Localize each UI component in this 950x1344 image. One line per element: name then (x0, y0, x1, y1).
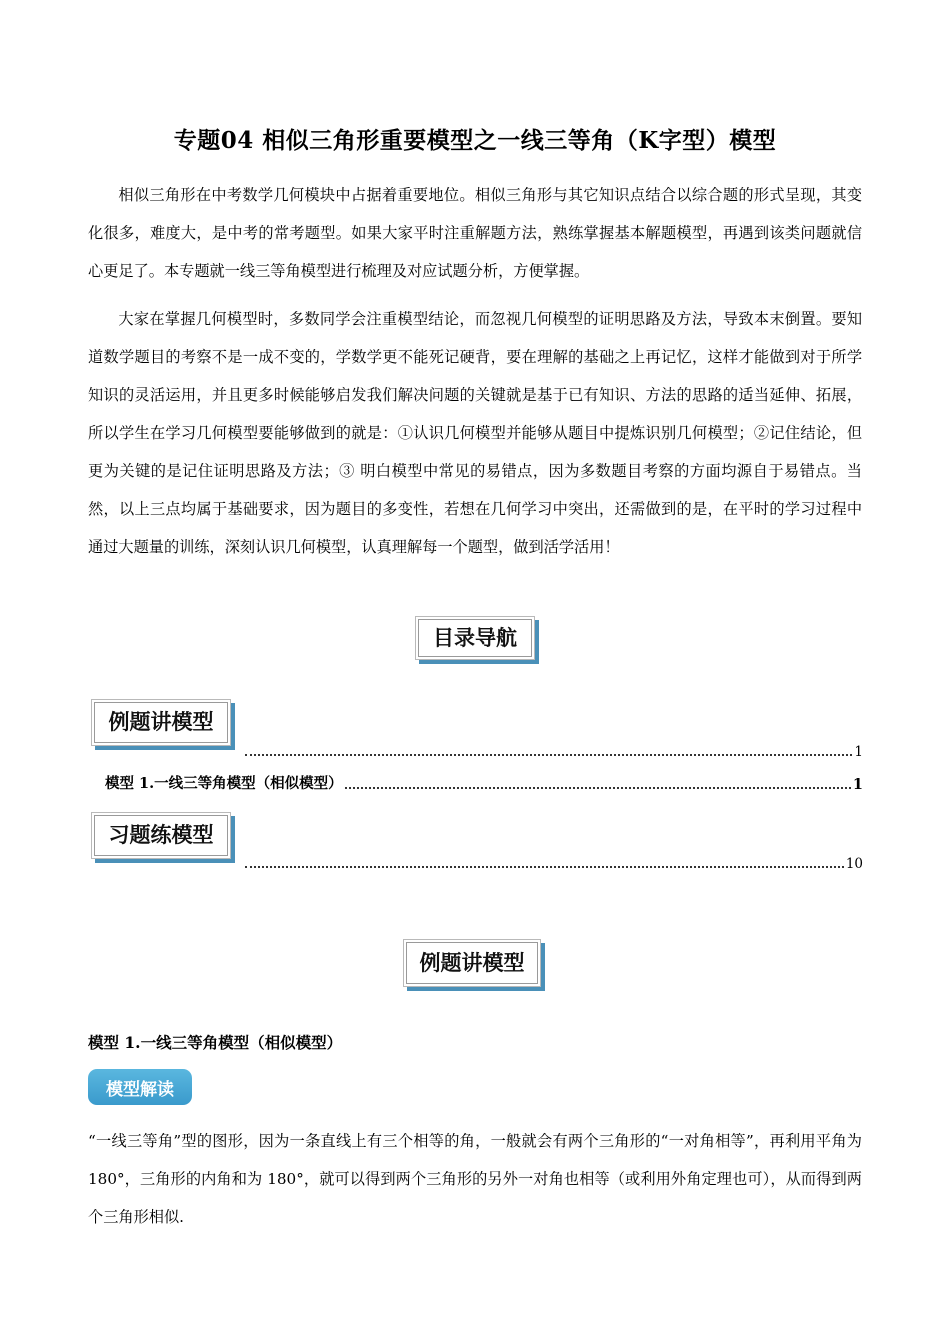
model-title: 模型 1.一线三等角模型（相似模型） (88, 1033, 343, 1052)
toc-entry-section-1[interactable] (243, 744, 863, 760)
toc-heading-label: 目录导航 (433, 625, 517, 650)
section-heading-label: 例题讲模型 (419, 950, 525, 975)
toc-entry-section-2[interactable] (243, 856, 863, 872)
intro-paragraph-1: 相似三角形在中考数学几何模块中占据着重要地位。相似三角形与其它知识点结合以综合题的形式呈现，其变化很多，难度大，是中考的常考题型。如果大家平时注重解题方法，熟练掌握基本解题模型，再遇到该类问题就信心更足了。本专题就一线三等角模型进行梳理及对应试题分析，方便掌握。 (88, 186, 862, 280)
model-interpretation-badge (88, 1069, 192, 1105)
badge-label: 模型解读 (106, 1079, 174, 1100)
toc-page-number: 1 (854, 744, 863, 760)
toc-page-number: 10 (845, 856, 863, 872)
toc-section-2-box[interactable] (91, 812, 231, 859)
toc-section-1-box[interactable] (91, 699, 231, 746)
toc-leader-dots (345, 786, 851, 789)
toc-page-number: 1 (852, 776, 863, 793)
page-title: 专题04 相似三角形重要模型之一线三等角（K字型）模型 (173, 127, 777, 154)
intro-paragraph-2: 大家在掌握几何模型时，多数同学会注重模型结论，而忽视几何模型的证明思路及方法，导致本末倒置。要知道数学题目的考察不是一成不变的，学数学更不能死记硬背，要在理解的基础之上再记忆，这样才能做到对于所学知识的灵活运用，并且更多时候能够启发我们解决问题的关键就是基于已有知识、方法的思路的适当延伸、拓展，所以学生在学习几何模型要能够做到的就是：①认识几何模型并能够从题目中提炼识别几何模型；②记住结论，但更为关键的是记住证明思路及方法；③ 明白模型中常见的易错点，因为多数题目考察的方面均源自于易错点。当然，以上三点均属于基础要求，因为题目的多变性，若想在几何学习中突出，还需做到的是，在平时的学习过程中通过大题量的训练，深刻认识几何模型，认真理解每一个题型，做到活学活用！ (88, 310, 862, 556)
toc-heading-box (415, 616, 535, 660)
toc-entry-model-1[interactable] (105, 772, 863, 793)
toc-leader-dots (245, 753, 852, 756)
toc-leader-dots (245, 865, 844, 868)
toc-section-2-label: 习题练模型 (108, 823, 214, 847)
section-heading-box (403, 939, 541, 987)
toc-entry-label: 模型 1.一线三等角模型（相似模型） (105, 775, 343, 792)
model-explanation-paragraph: “一线三等角”型的图形，因为一条直线上有三个相等的角，一般就会有两个三角形的“一对角相等”，再利用平角为 180°，三角形的内角和为 180°，就可以得到两个三角形的另外一对角也相等（或利用外角定理也可），从而得到两个三角形相似. (88, 1132, 862, 1226)
toc-section-1-label: 例题讲模型 (108, 710, 214, 734)
